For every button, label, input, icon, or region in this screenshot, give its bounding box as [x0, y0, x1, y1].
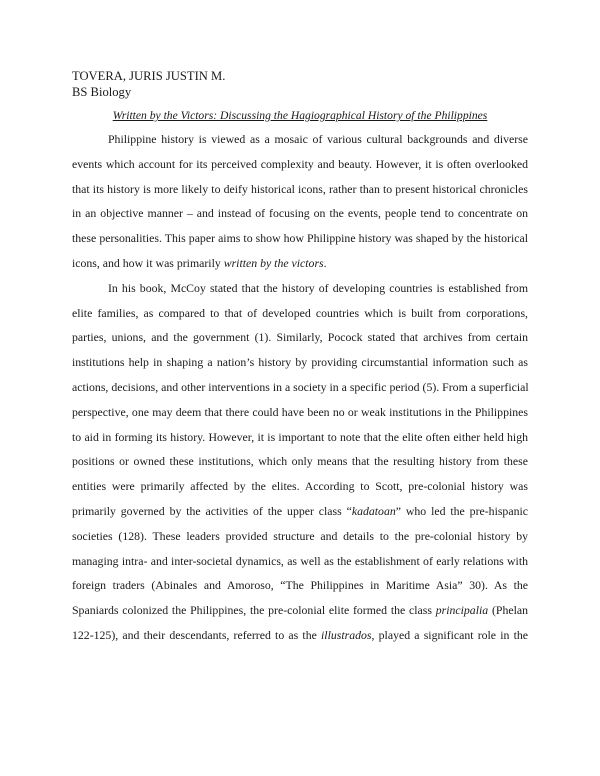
text-run: primarily governed by the activities of the upper class “: [72, 503, 352, 518]
paragraph-2-line-1: In his book, McCoy stated that the history of developing countries is established from: [108, 280, 528, 295]
text-run: icons, and how it was primarily: [72, 255, 224, 270]
paragraph-1-line-4: in an objective manner – and instead of focusing on the events, people tend to concentrate on: [72, 206, 528, 221]
paragraph-2-line-10: [72, 499, 528, 524]
paragraph-1-line-6: [72, 251, 528, 276]
emphasis-text: written by the victors: [223, 255, 324, 270]
paper-title: Written by the Victors: Discussing the Hagiographical History of the Philippines: [112, 109, 488, 122]
emphasis-text: principalia: [435, 603, 489, 618]
emphasis-text: kadatoan: [351, 503, 396, 518]
paragraph-1-line-2: events which account for its perceived complexity and beauty. However, it is often overlooked: [72, 156, 528, 171]
paragraph-1-line-3: that its history is more likely to deify historical icons, rather than to present historical chronicles: [72, 181, 528, 196]
text-run: .: [323, 255, 327, 270]
text-run: , played a significant role in the: [371, 627, 528, 642]
paragraph-2-line-14: [72, 598, 528, 623]
text-run: Spaniards colonized the Philippines, the pre-colonial elite formed the class: [72, 603, 436, 618]
paragraph-2-line-12: managing intra- and inter-societal dynamics, as well as the establishment of early relations with: [72, 553, 528, 568]
paragraph-2-line-7: to aid in forming its history. However, it is important to note that the elite often either held high: [72, 429, 528, 444]
paragraph-2-line-5: actions, decisions, and other interventions in a society in a specific period (5). From a superficial: [72, 379, 529, 394]
paragraph-2-line-8: positions or owned these institutions, which only means that the resulting history from these: [72, 454, 528, 469]
paragraph-2-line-11: societies (128). These leaders provided structure and details to the pre-colonial history by: [72, 528, 528, 543]
document-header: [72, 68, 225, 100]
paragraph-1-line-1: Philippine history is viewed as a mosaic of various cultural backgrounds and diverse: [108, 132, 528, 146]
text-run: (Phelan: [488, 603, 528, 618]
author-name: TOVERA, JURIS JUSTIN M.: [72, 69, 226, 83]
paragraph-1-line-5: these personalities. This paper aims to show how Philippine history was shaped by the historical: [72, 231, 528, 246]
paragraph-2-line-13: foreign traders (Abinales and Amoroso, “The Philippines in Maritime Asia” 30). As the: [72, 578, 528, 593]
author-program: BS Biology: [72, 85, 132, 99]
emphasis-text: illustrados: [321, 627, 372, 642]
paragraph-2-line-3: parties, unions, and the government (1). Similarly, Pocock stated that archives from certain: [72, 330, 528, 345]
text-run: ” who led the pre-hispanic: [395, 503, 528, 518]
paragraph-2-line-2: elite families, as compared to that of developed countries which is built from corporations,: [72, 305, 528, 320]
paragraph-2-line-4: institutions help in shaping a nation’s history by providing circumstantial information such as: [72, 355, 528, 370]
paragraph-2-line-9: entities were primarily affected by the elites. According to Scott, pre-colonial history was: [72, 479, 528, 494]
text-run: 122-125), and their descendants, referred to as the: [72, 627, 322, 642]
paragraph-2-line-6: perspective, one may deem that there could have been no or weak institutions in the Philippines: [72, 404, 528, 419]
paragraph-2-line-15: [72, 623, 528, 648]
paper-body: [72, 127, 528, 648]
